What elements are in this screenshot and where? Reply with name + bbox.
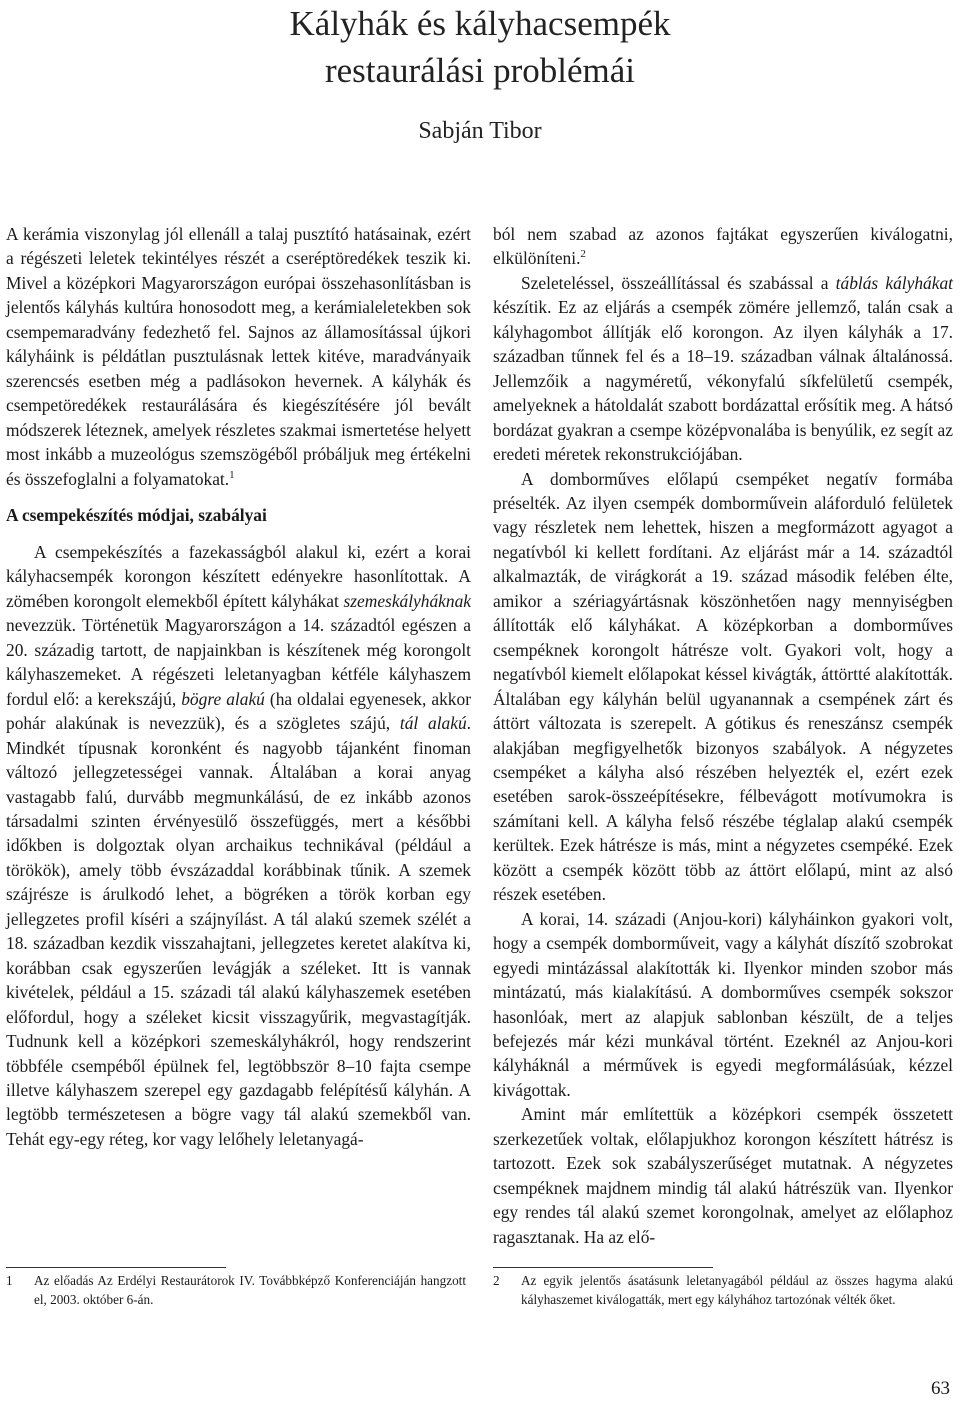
body-paragraph: Amint már említettük a középkori csempék összetett szerkezetűek voltak, előlapjukhoz korongon készített hátrész is tartozott. Ezek sok szabályszerűséget mutatnak. A négyzetes csempéknek majdnem mindig tál alakú hátrészük van. Ilyenkor egy rendes tál alakú szemet korongolnak, amelyet az előlaphoz ragasztanak. Ha az elő- <box>493 1104 953 1247</box>
page-number: 63 <box>931 1378 950 1399</box>
left-column <box>6 222 471 1151</box>
footnote-divider <box>493 1267 713 1268</box>
intro-paragraph: A kerámia viszonylag jól ellenáll a talaj pusztító hatásainak, ezért a régészeti leletek tekintélyes részét a cseréptöredékek teszik ki. Mivel a középkori Magyarországon európai összehasonlításban is jelentős kályhás kultúra honosodott meg, a kerámialeletekben sok csempemaradvány fedezhető fel. Sajnos az államosítással újkori kályháink is példátlan pusztulásnak lettek kitéve, maradványaik szerencsés esetben még a padlásokon hevernek. A kályhák és csempetöredékek restaurálására és kiegészítésére jól bevált módszerek léteznek, amelyek részletes szakmai ismertetése helyett most inkább a muzeológus szemszögéből próbáljuk meg értékelni és összefoglalni a folyamatokat.$^1$ <box>6 224 471 489</box>
body-paragraph: ból nem szabad az azonos fajtákat egyszerűen kiválogatni, elkülöníteni.$^2$ <box>493 224 953 269</box>
footnote-ref-2: 2 <box>580 248 586 261</box>
body-paragraph: A korai, 14. századi (Anjou-kori) kályháinkon gyakori volt, hogy a csempék domborműveit, vagy a kályhát díszítő szobrokat egyedi mintázással alakították ki. Ilyenkor minden szobor más mintázatú, más kialakítású. A domborműves csempék sokszor hasonlóak, mert az alapjuk sablonban készült, de a teljes befejezés már kézi munkával történt. Ezeknél az Anjou-kori kályháknál a mérművek is egyedi megformálásúak, kézzel kivágottak. <box>493 908 953 1100</box>
footnote-2 <box>493 1271 953 1309</box>
footnote-1 <box>6 1271 466 1309</box>
title-line-2: restaurálási problémái <box>324 51 635 90</box>
footnote-text: Az egyik jelentős ásatásunk leletanyagából például az összes hagyma alakú kályhaszemet kiválogatták, mert egy kályhához tartozónak vélték őket. <box>521 1273 953 1307</box>
article-title <box>0 0 960 94</box>
footnote-number: 2 <box>493 1273 500 1288</box>
footnote-ref-1: 1 <box>229 468 235 481</box>
body-paragraph: Szeleteléssel, összeállítással és szabással a táblás kályhákat készítik. Ez az eljárás a csempék zömére jellemző, talán csak a kályhagombot állítják elő korongon. Az ilyen kályhák a 17. században tűnnek fel és a 18–19. században válnak általánossá. Jellemzőik a nagyméretű, vékonyfalú síkfelületű csempék, amelyeknek a hátoldalát szabott bordázattal erősítik meg. A hátsó bordázat gyakran a csempe középvonalába is benyúlik, ez segít az eredeti méretek rekonstrukciójában. <box>493 272 953 465</box>
title-line-1: Kályhák és kályhacsempék <box>289 4 671 43</box>
body-paragraph: A csempekészítés a fazekasságból alakul ki, ezért a korai kályhacsempék korongon készített edényekre hasonlítottak. A zömében korongolt elemekből épített kályhákat szemeskályháknak nevezzük. Történetük Magyarországon a 14. századtól egészen a 20. századig tartott, de napjainkban is készítenek még korongolt kályhaszemeket. A régészeti leletanyagban kétféle kályhaszem fordul elő: a kerekszájú, bögre alakú (ha oldalai egyenesek, akkor pohár alakúnak is nevezzük), és a szögletes szájú, tál alakú. Mindkét típusnak koronként és nagyobb tájanként finoman változó jellegzetességei vannak. Általában a korai anyag vastagabb falú, durvább megmunkálású, de ez inkább azonos társadalmi szinten érvényesülő összefüggés, mert a későbbi időkben is dolgoztak olyan archaikus technikával (például a törökök), amely több évszázaddal korábbinak tűnik. A szemek szájrésze is árulkodó lehet, a bögréken a török korban egy jellegzetes profil kíséri a szájnyílást. A tál alakú szemek szélét a 18. században kezdik visszahajtani, jellegzetes keretet alakítva ki, korábban csak egyszerűen levágják a széleket. Itt is vannak kivételek, például a 15. századi tál alakú kályhaszemek esetében előfordul, hogy a széleket kicsit visszagyűrik, megvastagítják. Tudnunk kell a középkori szemeskályhákról, hogy rendszerint többféle csempéből épülnek fel, legtöbbször 8–10 fajta csempe illetve kályhaszem szerepel egy gazdagabb felépítésű kályhán. A legtöbb természetesen a bögre vagy tál alakú szemekből van. Tehát egy-egy réteg, kor vagy lelőhely leletanyagá- <box>6 541 472 1149</box>
footnote-text: Az előadás Az Erdélyi Restaurátorok IV. Továbbképző Konferenciáján hangzott el, 2003. október 6-án. <box>34 1273 466 1307</box>
body-paragraph: A domborműves előlapú csempéket negatív formába préselték. Az ilyen csempék domborművein aláforduló felületek vagy részletek nem lehettek, hiszen a megformázott agyagot a negatívból ki kellett fordítani. Az eljárást már a 14. századtól alkalmazták, de virágkorát a 19. század második felében élte, amikor a szériagyártásnak köszönhetően nagy mennyiségben állították elő kályhákat. A középkorban a domborműves csempéknek korongolt hátrésze volt. Gyakori volt, hogy a negatívból kiemelt előlapokat késsel kivágták, áttörtté alakították. Általában egy kályhán belül ugyanannak a csempének zárt és áttört változata is szerepelt. A gótikus és reneszánsz csempék alakjában megfigyelhetők bizonyos szabályok. A négyzetes csempéket a kályha alsó részében helyezték el, ezért ezek esetében sarok-összeépítésekre, félbevágott motívumokra is számítani kell. A kályha felső részébe téglalap alakú csempék kerültek. Ezek hátrésze is más, mint a négyzetes csempéké. Ezek között a csempék között több az áttört előlapú, mint az alsó részek esetében. <box>493 468 953 905</box>
section-heading: A csempekészítés módjai, szabályai <box>6 504 267 525</box>
footnote-number: 1 <box>6 1273 13 1288</box>
footnote-divider <box>6 1267 226 1268</box>
right-column <box>493 222 953 1249</box>
author-name: Sabján Tibor <box>418 118 542 144</box>
